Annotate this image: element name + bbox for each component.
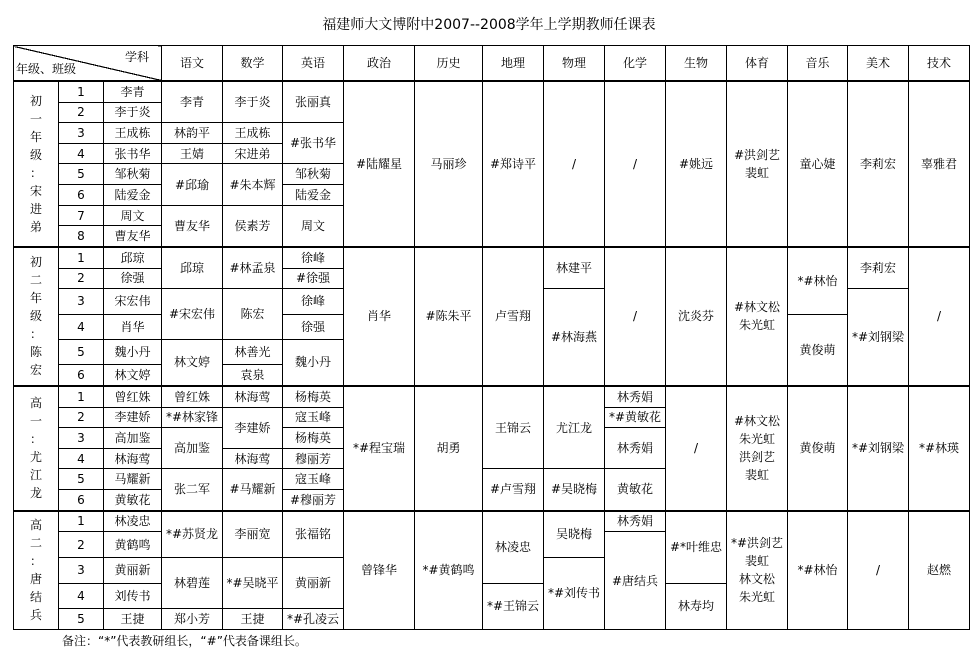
pe-teacher-line: #林文松 [733, 300, 781, 315]
english-teacher: 邹秋菊 [283, 164, 344, 185]
pe-teacher-line: *#洪剑艺 [730, 536, 784, 551]
header-row [14, 46, 970, 82]
class-teacher: 李建娇 [104, 407, 162, 428]
header-history: 历史 [415, 46, 483, 82]
pe-teacher-line: 林文松 [739, 572, 776, 587]
pe-teacher-line: 裴虹 [745, 468, 770, 483]
math-teacher: #马耀新 [223, 469, 283, 511]
page-title: 福建师大文博附中2007--2008学年上学期教师任课表 [322, 17, 656, 33]
header-math: 数学 [223, 46, 283, 82]
class-number: 1 [59, 81, 104, 102]
physics-teacher: 尤江龙 [544, 386, 605, 469]
english-teacher: #穆丽芳 [283, 489, 344, 510]
chinese-teacher: 林文婷 [162, 339, 223, 385]
chinese-teacher: 张二军 [162, 469, 223, 511]
class-teacher: 黄鹤鸣 [104, 532, 162, 558]
class-teacher: 黄敏花 [104, 489, 162, 510]
english-teacher: 寇玉峰 [283, 407, 344, 428]
geography-teacher: #郑诗平 [483, 81, 544, 247]
class-teacher: 王捷 [104, 609, 162, 630]
chinese-teacher: 郑小芳 [162, 609, 223, 630]
class-number: 8 [59, 226, 104, 247]
english-teacher: 陆爱金 [283, 185, 344, 206]
class-teacher: 宋宏伟 [104, 289, 162, 314]
class-teacher: 李于炎 [104, 102, 162, 123]
header-chemistry: 化学 [605, 46, 666, 82]
english-teacher: 寇玉峰 [283, 469, 344, 490]
math-teacher: 林善光 [223, 339, 283, 364]
politics-teacher: 肖华 [344, 247, 415, 386]
pe-teacher [727, 81, 788, 247]
class-number: 5 [59, 164, 104, 185]
header-geography: 地理 [483, 46, 544, 82]
teacher-schedule-table [13, 45, 970, 630]
grade-label: 高 二 ： 唐 结 兵 [14, 511, 59, 630]
class-teacher: 黄丽新 [104, 557, 162, 583]
pe-teacher-line: 洪剑艺 [739, 450, 776, 465]
chemistry-teacher: 林秀娟 [605, 428, 666, 469]
history-teacher: 胡勇 [415, 386, 483, 511]
chinese-teacher: #邱瑜 [162, 164, 223, 205]
class-teacher: 邱琼 [104, 247, 162, 268]
header-pe: 体育 [727, 46, 788, 82]
pe-teacher-line: 朱光虹 [739, 590, 776, 605]
class-number: 2 [59, 532, 104, 558]
history-teacher: #陈朱平 [415, 247, 483, 386]
math-teacher: 侯素芳 [223, 205, 283, 247]
class-number: 6 [59, 365, 104, 386]
english-teacher: 徐峰 [283, 247, 344, 268]
table-row [14, 511, 970, 532]
class-number: 1 [59, 511, 104, 532]
physics-teacher: *#刘传书 [544, 557, 605, 629]
biology-teacher: #姚远 [666, 81, 727, 247]
tech-teacher: / [909, 247, 970, 386]
art-teacher: / [848, 511, 909, 630]
physics-teacher: #吴晓梅 [544, 469, 605, 511]
chinese-teacher: 王婧 [162, 143, 223, 164]
class-number: 2 [59, 407, 104, 428]
class-teacher: 周文 [104, 205, 162, 226]
biology-teacher: 林寿均 [666, 583, 727, 629]
chinese-teacher: 高加鉴 [162, 428, 223, 469]
class-number: 4 [59, 143, 104, 164]
geography-teacher: #卢雪翔 [483, 469, 544, 511]
chemistry-teacher: *#黄敏花 [605, 407, 666, 428]
class-teacher: 林文婷 [104, 365, 162, 386]
art-teacher: 李莉宏 [848, 81, 909, 247]
english-teacher: 周文 [283, 205, 344, 247]
pe-teacher [727, 511, 788, 630]
english-teacher: #张书华 [283, 123, 344, 164]
class-teacher: 王成栋 [104, 123, 162, 144]
header-physics: 物理 [544, 46, 605, 82]
math-teacher: 林海莺 [223, 448, 283, 469]
math-teacher: 王成栋 [223, 123, 283, 144]
class-number: 2 [59, 268, 104, 289]
pe-teacher-line: 朱光虹 [739, 432, 776, 447]
physics-teacher: #林海燕 [544, 289, 605, 386]
english-teacher: 魏小丹 [283, 339, 344, 385]
chemistry-teacher: 黄敏花 [605, 469, 666, 511]
math-teacher: 王捷 [223, 609, 283, 630]
chemistry-teacher: / [605, 81, 666, 247]
math-teacher: 李于炎 [223, 81, 283, 123]
chemistry-teacher: 林秀娟 [605, 511, 666, 532]
english-teacher: *#孔凌云 [283, 609, 344, 630]
class-teacher: 林海莺 [104, 448, 162, 469]
math-teacher: #朱本辉 [223, 164, 283, 205]
physics-teacher: 吴晓梅 [544, 511, 605, 558]
class-number: 2 [59, 102, 104, 123]
english-teacher: 张福铭 [283, 511, 344, 558]
history-teacher: 马丽珍 [415, 81, 483, 247]
header-art: 美术 [848, 46, 909, 82]
pe-teacher [727, 247, 788, 386]
class-teacher: 曾红姝 [104, 386, 162, 407]
math-teacher: 李建娇 [223, 407, 283, 448]
pe-teacher-line: 裴虹 [745, 554, 770, 569]
chinese-teacher: *#林家锋 [162, 407, 223, 428]
music-teacher: *#林怡 [788, 511, 848, 630]
english-teacher: 杨梅英 [283, 428, 344, 449]
chinese-teacher: *#苏贤龙 [162, 511, 223, 558]
class-teacher: 魏小丹 [104, 339, 162, 364]
class-teacher: 徐强 [104, 268, 162, 289]
biology-teacher: #*叶维忠 [666, 511, 727, 583]
header-politics: 政治 [344, 46, 415, 82]
class-number: 4 [59, 314, 104, 339]
class-teacher: 邹秋菊 [104, 164, 162, 185]
physics-teacher: 林建平 [544, 247, 605, 289]
class-number: 1 [59, 247, 104, 268]
header-chinese: 语文 [162, 46, 223, 82]
corner-header [14, 46, 162, 82]
english-teacher: 徐强 [283, 314, 344, 339]
pe-teacher-line: #洪剑艺 [733, 147, 781, 162]
english-teacher: #徐强 [283, 268, 344, 289]
class-teacher: 马耀新 [104, 469, 162, 490]
footnote: 备注：“*”代表教研组长，“#”代表备课组长。 [62, 634, 307, 648]
tech-teacher: 辜雅君 [909, 81, 970, 247]
pe-teacher [727, 386, 788, 511]
class-number: 7 [59, 205, 104, 226]
history-teacher: *#黄鹤鸣 [415, 511, 483, 630]
chinese-teacher: 林碧莲 [162, 557, 223, 608]
header-english: 英语 [283, 46, 344, 82]
table-row [14, 81, 970, 102]
politics-teacher: *#程宝瑞 [344, 386, 415, 511]
class-teacher: 肖华 [104, 314, 162, 339]
table-row [14, 386, 970, 407]
class-teacher: 林凌忠 [104, 511, 162, 532]
chemistry-teacher: / [605, 247, 666, 386]
class-number: 1 [59, 386, 104, 407]
corner-subject-label: 学科 [125, 50, 150, 64]
class-number: 4 [59, 448, 104, 469]
class-teacher: 高加鉴 [104, 428, 162, 449]
chinese-teacher: 李青 [162, 81, 223, 123]
math-teacher: #林孟泉 [223, 247, 283, 289]
music-teacher: 童心婕 [788, 81, 848, 247]
class-number: 3 [59, 428, 104, 449]
corner-grade-class-label: 年级、班级 [16, 62, 77, 76]
chinese-teacher: 曾红姝 [162, 386, 223, 407]
class-number: 6 [59, 489, 104, 510]
class-number: 3 [59, 557, 104, 583]
class-teacher: 张书华 [104, 143, 162, 164]
physics-teacher: / [544, 81, 605, 247]
biology-teacher: / [666, 386, 727, 511]
class-number: 6 [59, 185, 104, 206]
chinese-teacher: #宋宏伟 [162, 289, 223, 340]
pe-teacher-line: 朱光虹 [739, 318, 776, 333]
grade-label: 高 一 ： 尤 江 龙 [14, 386, 59, 511]
music-teacher: 黄俊萌 [788, 314, 848, 386]
tech-teacher: *#林瑛 [909, 386, 970, 511]
english-teacher: 穆丽芳 [283, 448, 344, 469]
politics-teacher: 曾锋华 [344, 511, 415, 630]
class-number: 5 [59, 609, 104, 630]
table-row [14, 247, 970, 268]
geography-teacher: *#王锦云 [483, 583, 544, 629]
art-teacher: *#刘钢梁 [848, 386, 909, 511]
class-teacher: 曹友华 [104, 226, 162, 247]
math-teacher: 林海莺 [223, 386, 283, 407]
header-tech: 技术 [909, 46, 970, 82]
math-teacher: 宋进弟 [223, 143, 283, 164]
tech-teacher: 赵燃 [909, 511, 970, 630]
header-biology: 生物 [666, 46, 727, 82]
geography-teacher: 林凌忠 [483, 511, 544, 583]
music-teacher: 黄俊萌 [788, 386, 848, 511]
math-teacher: 陈宏 [223, 289, 283, 340]
chinese-teacher: 邱琼 [162, 247, 223, 289]
pe-teacher-line: #林文松 [733, 414, 781, 429]
math-teacher: 李丽宽 [223, 511, 283, 558]
chinese-teacher: 林韵平 [162, 123, 223, 144]
pe-teacher-line: 裴虹 [745, 165, 770, 180]
chemistry-teacher: #唐结兵 [605, 532, 666, 630]
header-music: 音乐 [788, 46, 848, 82]
english-teacher: 杨梅英 [283, 386, 344, 407]
math-teacher: 袁泉 [223, 365, 283, 386]
biology-teacher: 沈炎芬 [666, 247, 727, 386]
politics-teacher: #陆耀星 [344, 81, 415, 247]
class-teacher: 刘传书 [104, 583, 162, 609]
chinese-teacher: 曹友华 [162, 205, 223, 247]
grade-label: 初 一 年 级 ： 宋 进 弟 [14, 81, 59, 247]
class-number: 3 [59, 289, 104, 314]
geography-teacher: 卢雪翔 [483, 247, 544, 386]
chemistry-teacher: 林秀娟 [605, 386, 666, 407]
english-teacher: 张丽真 [283, 81, 344, 123]
english-teacher: 徐峰 [283, 289, 344, 314]
class-number: 5 [59, 469, 104, 490]
class-teacher: 李青 [104, 81, 162, 102]
class-number: 4 [59, 583, 104, 609]
grade-label: 初 二 年 级 ： 陈 宏 [14, 247, 59, 386]
math-teacher: *#吴晓平 [223, 557, 283, 608]
class-number: 3 [59, 123, 104, 144]
english-teacher: 黄丽新 [283, 557, 344, 608]
art-teacher: 李莉宏 [848, 247, 909, 289]
class-number: 5 [59, 339, 104, 364]
music-teacher: *#林怡 [788, 247, 848, 314]
art-teacher: *#刘钢梁 [848, 289, 909, 386]
class-teacher: 陆爱金 [104, 185, 162, 206]
geography-teacher: 王锦云 [483, 386, 544, 469]
